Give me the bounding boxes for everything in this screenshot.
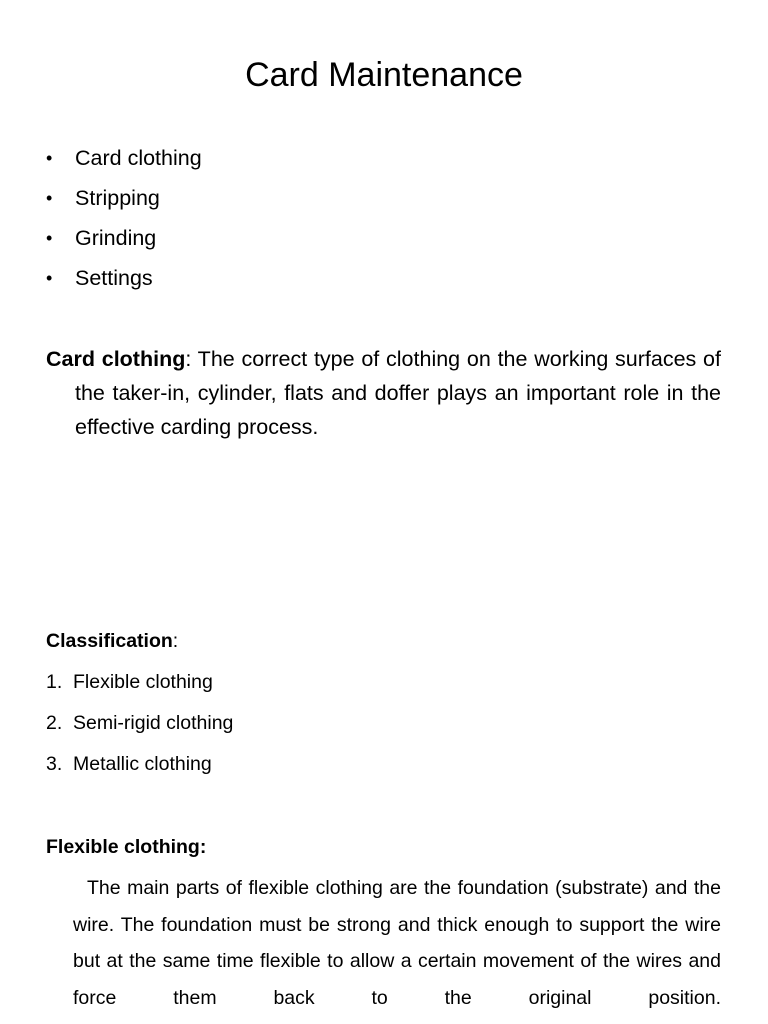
bullet-icon: • <box>46 268 53 288</box>
list-item-label: Stripping <box>75 186 160 210</box>
list-item-label: Metallic clothing <box>73 753 212 775</box>
bullet-icon: • <box>46 148 53 168</box>
list-item-label: Settings <box>75 266 153 290</box>
card-clothing-paragraph <box>46 342 721 444</box>
classification-colon: : <box>172 630 179 652</box>
list-item-label: Semi-rigid clothing <box>73 712 234 734</box>
card-clothing-term: Card clothing <box>46 347 186 371</box>
list-item <box>46 182 202 222</box>
list-item-label: Flexible clothing <box>73 671 213 693</box>
list-item <box>46 709 233 750</box>
topic-list <box>46 142 202 302</box>
card-clothing-text: : The correct type of clothing on the working surfaces of the taker-in, cylinder, flats and doffer plays an important role in the effective carding process. <box>75 347 721 439</box>
bullet-icon: • <box>46 188 53 208</box>
page-title: Card Maintenance <box>245 56 523 94</box>
classification-label: Classification <box>46 630 173 652</box>
list-number: 2. <box>46 712 63 734</box>
list-item-label: Grinding <box>75 226 157 250</box>
list-item-label: Card clothing <box>75 146 202 170</box>
classification-heading <box>46 628 178 654</box>
list-item <box>46 750 233 791</box>
list-number: 1. <box>46 671 63 693</box>
list-item <box>46 142 202 182</box>
classification-list <box>46 668 233 791</box>
list-item <box>46 222 202 262</box>
bullet-icon: • <box>46 228 53 248</box>
list-number: 3. <box>46 753 63 775</box>
flexible-clothing-heading: Flexible clothing: <box>46 836 207 858</box>
list-item <box>46 262 202 302</box>
flexible-clothing-paragraph: The main parts of flexible clothing are the foundation (substrate) and the wire. The foundation must be strong and thick enough to support the wire but at the same time flexible to allow a certain movement of the wires and force them back to the original position. <box>73 877 721 1009</box>
list-item <box>46 668 233 709</box>
